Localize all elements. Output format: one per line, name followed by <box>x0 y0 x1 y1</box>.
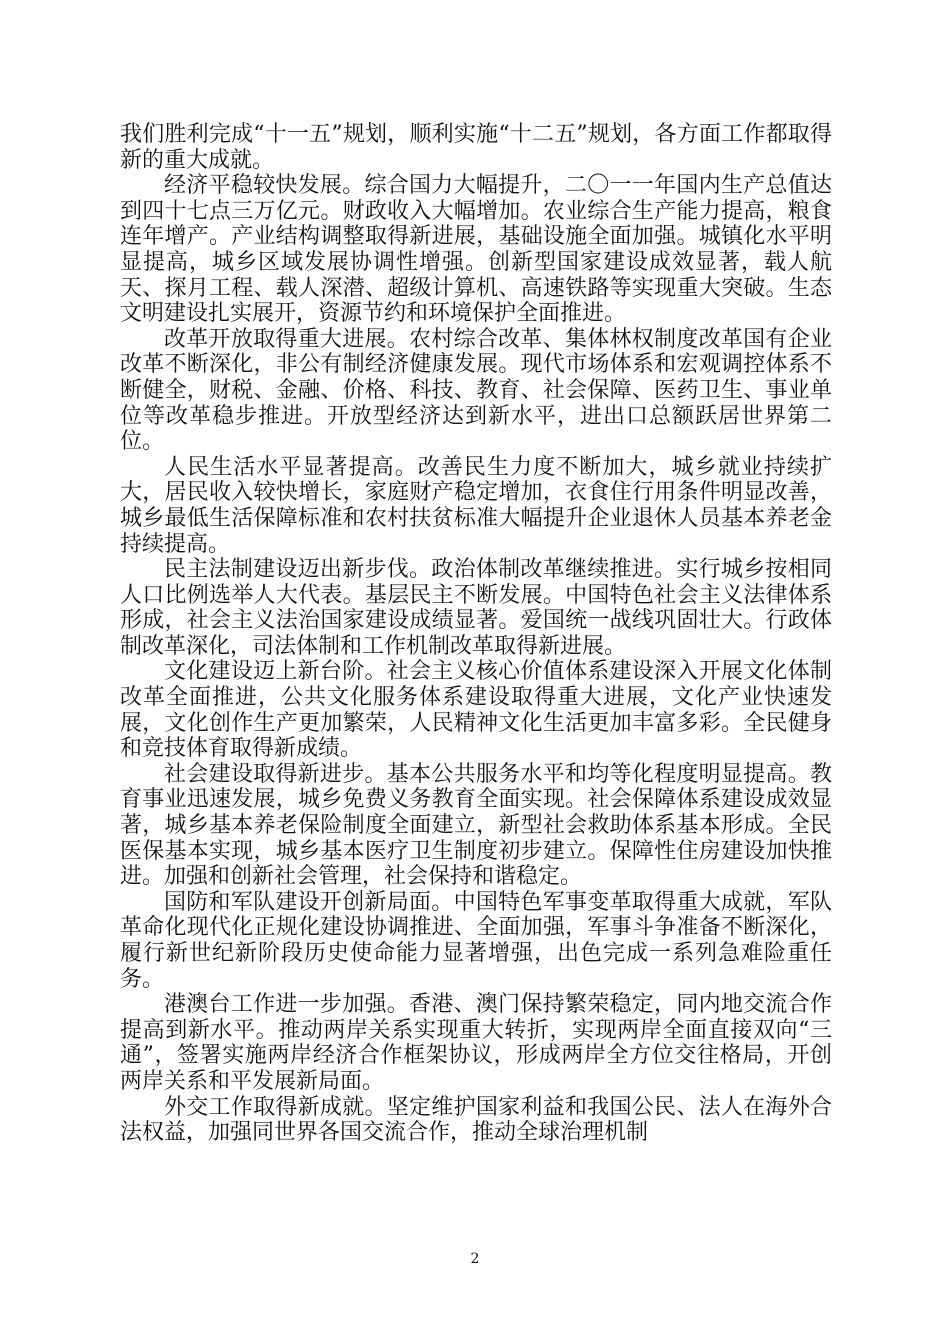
paragraph-1: 我们胜利完成“十一五”规划，顺利实施“十二五”规划，各方面工作都取得新的重大成就。 <box>120 122 832 173</box>
paragraph-6: 文化建设迈上新台阶。社会主义核心价值体系建设深入开展文化体制改革全面推进，公共文化服务体系建设取得重大进展，文化产业快速发展，文化创作生产更加繁荣，人民精神文化生活更加丰富多彩。全民健身和竞技体育取得新成绩。 <box>120 659 832 762</box>
paragraph-3: 改革开放取得重大进展。农村综合改革、集体林权制度改革国有企业改革不断深化，非公有制经济健康发展。现代市场体系和宏观调控体系不断健全，财税、金融、价格、科技、教育、社会保障、医药卫生、事业单位等改革稳步推进。开放型经济达到新水平，进出口总额跃居世界第二位。 <box>120 326 832 455</box>
paragraph-8: 国防和军队建设开创新局面。中国特色军事变革取得重大成就，军队革命化现代化正规化建设协调推进、全面加强，军事斗争准备不断深化，履行新世纪新阶段历史使命能力显著增强，出色完成一系列急难险重任务。 <box>120 889 832 992</box>
paragraph-7: 社会建设取得新进步。基本公共服务水平和均等化程度明显提高。教育事业迅速发展，城乡免费义务教育全面实现。社会保障体系建设成效显著，城乡基本养老保险制度全面建立，新型社会救助体系基本形成。全民医保基本实现，城乡基本医疗卫生制度初步建立。保障性住房建设加快推进。加强和创新社会管理，社会保持和谐稳定。 <box>120 761 832 890</box>
body-text <box>120 122 832 1146</box>
paragraph-10: 外交工作取得新成就。坚定维护国家利益和我国公民、法人在海外合法权益，加强同世界各国交流合作，推动全球治理机制 <box>120 1094 832 1146</box>
paragraph-4: 人民生活水平显著提高。改善民生力度不断加大，城乡就业持续扩大，居民收入较快增长，家庭财产稳定增加，衣食住行用条件明显改善，城乡最低生活保障标准和农村扶贫标准大幅提升企业退休人员基本养老金持续提高。 <box>120 454 832 557</box>
paragraph-5: 民主法制建设迈出新步伐。政治体制改革继续推进。实行城乡按相同人口比例选举人大代表。基层民主不断发展。中国特色社会主义法律体系形成，社会主义法治国家建设成绩显著。爱国统一战线巩固壮大。行政体制改革深化，司法体制和工作机制改革取得新进展。 <box>120 557 832 659</box>
paragraph-2: 经济平稳较快发展。综合国力大幅提升，二〇一一年国内生产总值达到四十七点三万亿元。财政收入大幅增加。农业综合生产能力提高，粮食连年增产。产业结构调整取得新进展，基础设施全面加强。城镇化水平明显提高，城乡区域发展协调性增强。创新型国家建设成效显著，载人航天、探月工程、载人深潜、超级计算机、高速铁路等实现重大突破。生态文明建设扎实展开，资源节约和环境保护全面推进。 <box>120 173 832 327</box>
page-number: 2 <box>470 1251 480 1267</box>
paragraph-9: 港澳台工作进一步加强。香港、澳门保持繁荣稳定，同内地交流合作提高到新水平。推动两岸关系实现重大转折，实现两岸全面直接双向“三通”，签署实施两岸经济合作框架协议，形成两岸全方位交往格局，开创两岸关系和平发展新局面。 <box>120 992 832 1094</box>
